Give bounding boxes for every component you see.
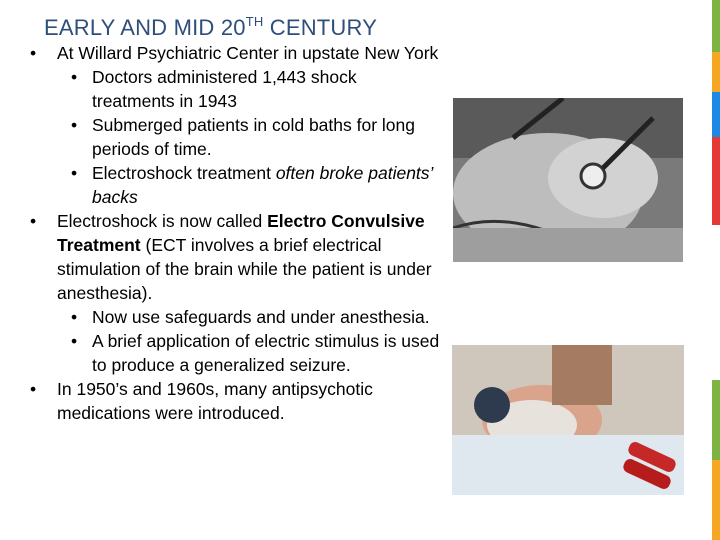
sub-bullet-item: • Doctors administered 1,443 shock treatments in 1943 <box>71 67 357 111</box>
photo-ect-modern <box>452 345 684 495</box>
sub-bullet-item: • Submerged patients in cold baths for long periods of time. <box>71 115 415 159</box>
corner-stripe-green-2 <box>712 380 720 460</box>
bullet-list <box>30 41 440 425</box>
corner-stripe-orange-2 <box>712 460 720 540</box>
photo-modern-svg <box>452 345 684 495</box>
bullet-item: • At Willard Psychiatric Center in upstate New York <box>30 43 439 63</box>
photo-electroshock-historical <box>453 98 683 262</box>
bullet-item: • Electroshock is now called Electro Convulsive Treatment (ECT involves a brief electrical stimulation of the brain while the patient is under anesthesia). <box>30 211 432 303</box>
sub-bullet-item: • A brief application of electric stimulus is used to produce a generalized seizure. <box>71 331 440 375</box>
corner-stripe-blue <box>712 92 720 137</box>
bullet-item: • In 1950’s and 1960s, many antipsychotic medications were introduced. <box>30 379 373 423</box>
sub-bullet-item: • Electroshock treatment often broke patients’ backs <box>71 163 433 207</box>
corner-stripe-green <box>712 0 720 52</box>
slide-title: EARLY AND MID 20TH CENTURY <box>44 14 378 40</box>
corner-stripe-orange <box>712 52 720 92</box>
title-superscript: TH <box>245 14 264 29</box>
corner-stripe-red <box>712 137 720 225</box>
sub-bullet-item: • Now use safeguards and under anesthesia. <box>71 307 430 327</box>
photo-historical-svg <box>453 98 683 262</box>
